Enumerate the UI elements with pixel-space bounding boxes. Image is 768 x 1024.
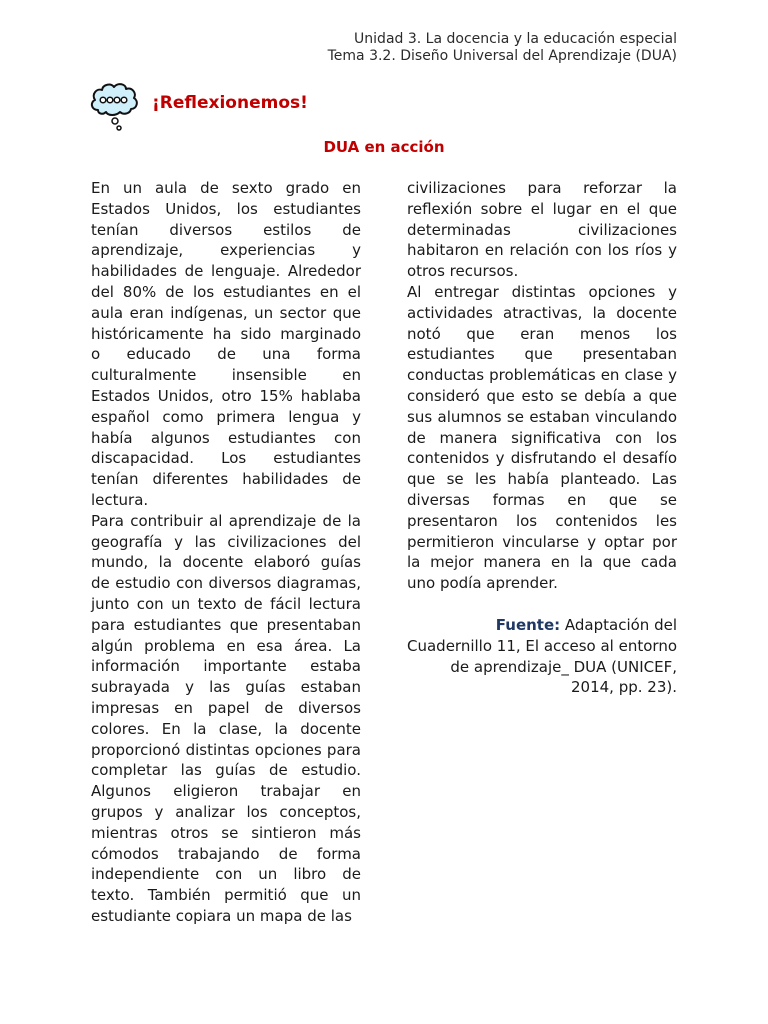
paragraph: civilizaciones para reforzar la reflexión sobre el lugar en el que determinadas civilizaciones habitaron en relación con los ríos y otros recursos. — [407, 179, 677, 281]
source-label: Fuente: — [495, 616, 561, 634]
reflection-banner — [88, 80, 308, 132]
paragraph: Al entregar distintas opciones y actividades atractivas, la docente notó que eran menos los estudiantes que presentaban conductas problemáticas en clase y consideró que esto se debía a que sus alumnos se estaban vinculando de manera significativa con los contenidos y disfrutando el desafío que se les había planteado. Las diversas formas en que se presentaron los contenidos les permitieron vincularse y optar por la mejor manera en la que cada uno podía aprender. — [407, 282, 677, 593]
source-text: Adaptación del Cuadernillo 11, El acceso al entorno de aprendizaje_ DUA (UNICEF, 2014, pp. 23). — [407, 616, 677, 697]
paragraph: Para contribuir al aprendizaje de la geografía y las civilizaciones del mundo, la docente elaboró guías de estudio con diversos diagramas, junto con un texto de fácil lectura para estudiantes que presentaban algún problema en esa área. La información importante estaba subrayada y las guías estaban impresas en papel de diversos colores. En la clase, la docente proporcionó distintas opciones para completar las guías de estudio. Algunos eligieron trabajar en grupos y analizar los conceptos, mientras otros se sintieron más cómodos trabajando de forma independiente con un libro de texto. También permitió que un estudiante copiara un mapa de las — [91, 511, 361, 925]
source-citation — [407, 615, 677, 698]
left-column — [91, 178, 361, 927]
reflection-title: ¡Reflexionemos! — [152, 93, 308, 113]
right-column — [407, 178, 677, 594]
header-unit: Unidad 3. La docencia y la educación especial — [354, 31, 677, 47]
header-topic: Tema 3.2. Diseño Universal del Aprendizaje (DUA) — [327, 48, 677, 64]
section-title: DUA en acción — [323, 138, 445, 156]
page-header — [328, 31, 677, 65]
thought-bubble-icon — [88, 80, 140, 132]
paragraph: En un aula de sexto grado en Estados Unidos, los estudiantes tenían diversos estilos de aprendizaje, experiencias y habilidades de lenguaje. Alrededor del 80% de los estudiantes en el aula eran indígenas, un sector que históricamente ha sido marginado o educado de una forma culturalmente insensible en Estados Unidos, otro 15% hablaba español como primera lengua y había algunos estudiantes con discapacidad. Los estudiantes tenían diferentes habilidades de lectura. — [91, 179, 361, 509]
